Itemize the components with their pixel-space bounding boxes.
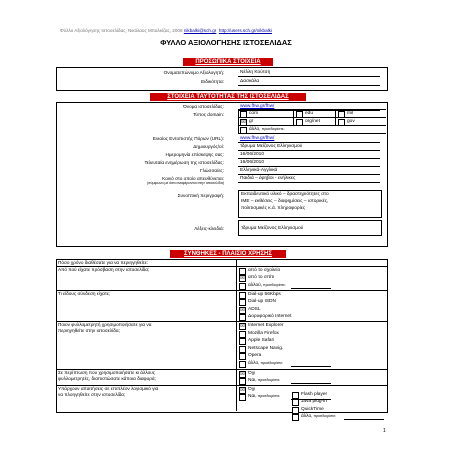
question-access: Από πού είχατε πρόσβαση στην ιστοσελίδα;	[58, 267, 150, 272]
specialty-value: Δασκάλα	[240, 79, 260, 84]
access-option-0: από το σχολείο	[248, 268, 281, 273]
browser-checkbox-4[interactable]	[239, 353, 246, 360]
domain-gov-label: gov	[347, 119, 355, 124]
software-type-option-1: Java plug-in	[301, 399, 327, 405]
keywords-value: Ίδρυμα Μείζονος Ελληνισμού	[241, 226, 304, 231]
description-line-2: ΙΜΕ – εκθέσεις – διαφημίσεις – ιστορικές,	[241, 199, 329, 204]
domain-org-label: org/net	[305, 119, 320, 124]
connection-option-1: Dial-up ISDN	[248, 299, 276, 305]
creator-label: Δημιουργός/οί:	[193, 144, 224, 149]
visit-date-line	[238, 158, 380, 159]
browser-option-5: άλλο, προσδιορίστε:	[248, 361, 284, 366]
visit-date-label: Ημερομηνία επίσκεψης σας:	[165, 152, 224, 157]
domain-gr-label: gr	[249, 119, 254, 124]
connection-checkbox-3[interactable]	[239, 314, 246, 321]
update-date-value: 16/06/2010	[240, 160, 265, 165]
visit-date-value: 16/06/2010	[240, 152, 265, 157]
browser-checkbox-2[interactable]	[239, 338, 246, 345]
domain-grid-left	[238, 109, 239, 133]
site-name-value[interactable]: www.fhw.gr/fhw/	[240, 104, 275, 109]
url-line	[238, 142, 380, 143]
section-identity-heading: ΣΤΟΙΧΕΙΑ ΤΑΥΤΟΤΗΤΑΣ ΤΗΣ ΙΣΤΟΣΕΛΙΔΑΣ	[150, 93, 306, 101]
browser-checkbox-3[interactable]	[239, 346, 246, 353]
connection-checkbox-2[interactable]: ☒	[240, 306, 245, 313]
keywords-label: Λέξεις-κλειδιά:	[194, 226, 224, 231]
audience-line	[238, 182, 380, 183]
domain-grid-mid2	[335, 109, 336, 125]
language-label: Γλώσσα/ες:	[200, 168, 224, 173]
url-label: Ενιαίος Εντοπιστής Πόρων (URL):	[152, 136, 224, 141]
connection-option-0: Dial-up 56Kbps	[248, 292, 281, 297]
domain-type-label: Τύπος domain:	[192, 112, 224, 117]
domain-other-label: άλλο, προσδιορίστε:	[249, 127, 285, 132]
site-name-label: Όνομα ιστοσελίδας:	[183, 104, 224, 109]
page-number: 1	[383, 428, 386, 434]
domain-grid-bottom	[238, 133, 386, 134]
software-type-checkbox-3[interactable]	[292, 414, 299, 421]
url-value[interactable]: www.fhw.gr/fhw/	[240, 136, 275, 141]
software-type-checkbox-1[interactable]	[292, 399, 299, 406]
domain-gr-checkbox[interactable]: ☒	[241, 119, 246, 125]
access-hint-line-2	[291, 288, 331, 289]
header-url-link[interactable]: http://users.sch.gr/nikbalki	[218, 28, 272, 33]
question-other-browsers: Σε περίπτωση που χρησιμοποιήσατε κι άλλους φυλλομετρητές, διαπιστώσατε κάποια διαφορά;	[58, 370, 156, 382]
document-header	[60, 28, 272, 33]
browser-checkbox-5[interactable]	[239, 361, 246, 368]
section-conditions-heading: ΣΥΝΘΗΚΕΣ - ΠΛΑΙΣΙΟ ΧΡΗΣΗΣ	[170, 250, 286, 258]
browser-hint-line-5	[291, 366, 331, 367]
browser-option-4: Opera	[248, 353, 262, 359]
creator-line	[238, 150, 380, 151]
audience-value: Παιδιά – έφηβοι - ενήλικες	[240, 176, 296, 181]
domain-edu-label: edu	[305, 111, 314, 116]
extra-software-checkbox-0[interactable]: ☒	[240, 387, 245, 393]
other-browsers-checkbox-0[interactable]: ☒	[240, 371, 245, 377]
domain-grid-row1	[238, 117, 386, 118]
creator-value: Ίδρυμα Μείζονος Ελληνισμού	[240, 144, 303, 149]
header-email-link[interactable]: nikbalki@sch.gr	[183, 28, 217, 33]
domain-mil-label: mil	[347, 111, 354, 116]
connection-checkbox-1[interactable]	[239, 299, 246, 306]
description-line-1: Εκπαιδευτικό υλικό – δραστηριότητες στο	[241, 192, 329, 197]
conditions-divider	[236, 259, 237, 411]
browser-checkbox-1[interactable]	[239, 331, 246, 338]
question-time: Πόσο χρόνο διαθέσατε για να περιηγηθείτε:	[58, 260, 149, 265]
access-checkbox-2[interactable]	[239, 283, 246, 290]
connection-option-3: Δορυφορικό Internet	[248, 313, 292, 319]
extra-software-checkbox-1[interactable]	[239, 394, 246, 401]
extra-software-option-0: Όχι	[248, 387, 256, 392]
access-option-1: από το σπίτι	[248, 275, 275, 281]
specialty-line	[238, 85, 380, 86]
software-type-option-2: QuickTime	[301, 406, 324, 412]
other-browsers-option-1: Ναι, προσδιορίστε:	[248, 378, 281, 384]
question-browser: Ποιον φυλλομετρητή χρησιμοποιήσατε για να περιηγηθείτε στην ιστοσελίδα;	[58, 322, 152, 334]
evaluator-name-value: Νέλλη Κούτση	[240, 70, 271, 75]
update-date-line	[238, 166, 380, 167]
browser-option-1: Mozilla Firefox	[248, 330, 279, 336]
evaluator-name-line	[238, 76, 380, 77]
domain-grid-mid1	[293, 109, 294, 125]
extra-software-option-1: Ναι, προσδιορίστε:	[248, 394, 281, 400]
question-extra-software: Υπάρχουν απαιτήσεις σε επιπλέον λογισμικό για να πλοηγηθείτε στην ιστοσελίδα;	[58, 386, 159, 398]
other-browsers-hint-line-1	[291, 383, 331, 384]
access-checkbox-1[interactable]: ☒	[240, 275, 245, 282]
page-title: ΦΥΛΛΟ ΑΞΙΟΛΟΓΗΣΗΣ ΙΣΤΟΣΕΛΙΔΑΣ	[160, 38, 292, 47]
description-label: Συνοπτική περιγραφή:	[177, 193, 224, 198]
language-value: Ελληνικά-Αγγλικά	[240, 168, 278, 173]
evaluator-name-label: Ονοματεπώνυμο Αξιολογητή:	[163, 70, 224, 75]
section-personal-heading: ΠΡΟΣΩΠΙΚΑ ΣΤΟΙΧΕΙΑ	[183, 58, 273, 66]
other-browsers-option-0: Όχι	[248, 371, 256, 376]
audience-label: Κοινό στο οποίο απευθύνεται: (σύμφωνα με όσα αναφέρονται στην ιστοσελίδα)	[147, 176, 224, 185]
domain-grid-row2	[238, 125, 386, 126]
software-type-option-3: άλλο, προσδιορίστε:	[301, 413, 337, 419]
software-type-checkbox-0[interactable]	[292, 392, 299, 399]
connection-checkbox-0[interactable]	[239, 292, 246, 299]
access-checkbox-0[interactable]	[239, 268, 246, 275]
language-line	[238, 174, 380, 175]
domain-grid-top	[238, 109, 386, 110]
software-type-option-0: Flash player	[301, 392, 328, 397]
update-date-label: Τελευταία ενημέρωση της ιστοσελίδας:	[144, 160, 224, 165]
browser-option-2: Apple Safari	[248, 338, 275, 344]
connection-option-2: ADSL	[248, 306, 261, 312]
description-line-3: πολιτισμικές κ.ά. πληροφορίες	[241, 206, 306, 211]
question-connection: Τι είδους σύνδεση είχατε;	[58, 291, 111, 296]
browser-option-3: Netscape Navig.	[248, 345, 284, 351]
domain-com-label: com	[249, 111, 259, 116]
browser-option-0: Internet Explorer	[248, 323, 284, 328]
software-type-hint-line-3	[344, 419, 384, 420]
header-text: Φύλλο Αξιολόγησης Ιστοσελίδας, Νικόλαος Μπαλκίζας, 2008	[60, 28, 183, 33]
specialty-label: Ειδικότητα:	[201, 79, 224, 84]
other-browsers-checkbox-1[interactable]	[239, 378, 246, 385]
access-option-2: αλλού, προσδιορίστε:	[248, 282, 286, 288]
browser-checkbox-0[interactable]: ☒	[240, 323, 245, 329]
software-type-checkbox-2[interactable]	[292, 407, 299, 414]
